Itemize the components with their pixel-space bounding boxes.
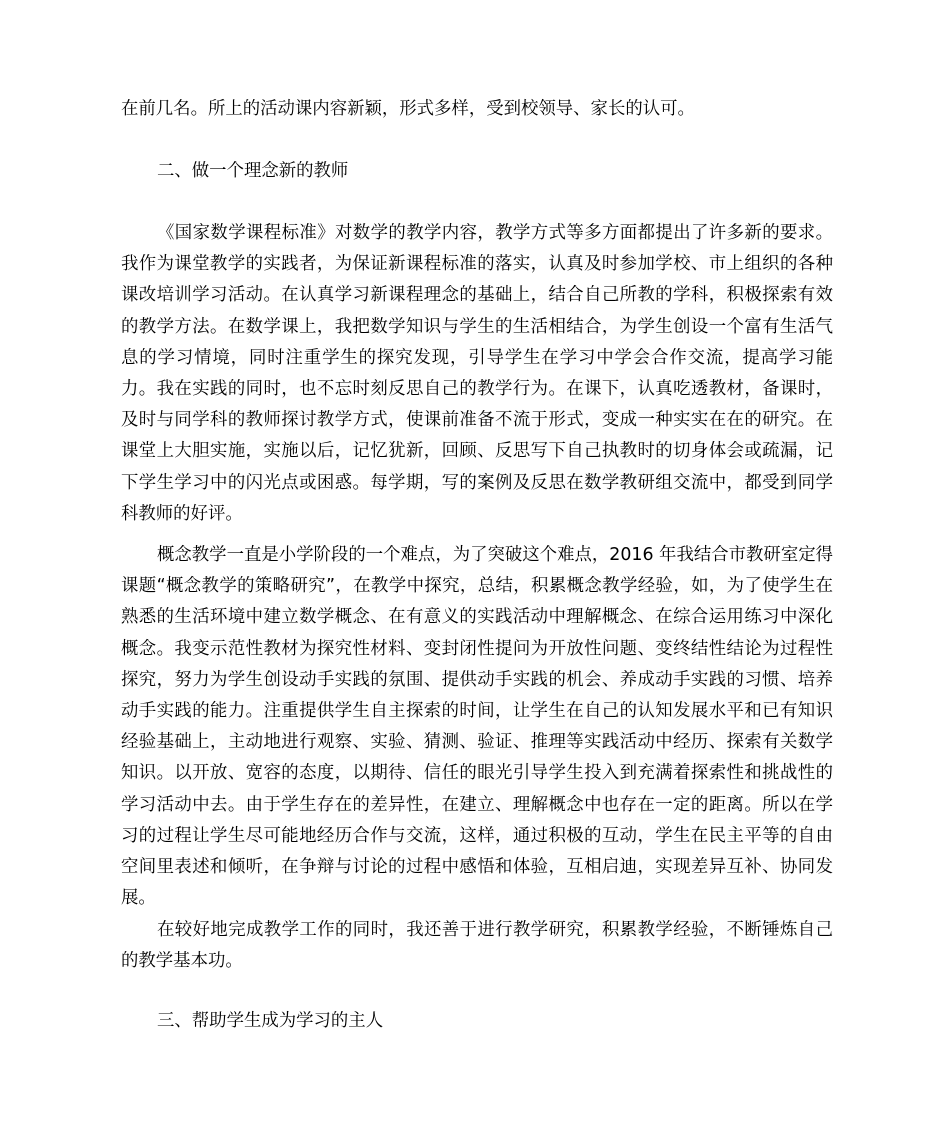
paragraph-concept-teaching: 概念教学一直是小学阶段的一个难点，为了突破这个难点，2016 年我结合市教研室定得课题“概念教学的策略研究”，在教学中探究，总结，积累概念教学经验，如，为了使学生在熟悉的生活环境中建立数学概念、在有意义的实践活动中理解概念、在综合运用练习中深化概念。我变示范性教材为探究性材料、变封闭性提问为开放性问题、变终结性结论为过程性探究，努力为学生创设动手实践的氛围、提供动手实践的机会、养成动手实践的习惯、培养动手实践的能力。注重提供学生自主探索的时间，让学生在自己的认知发展水平和已有知识经验基础上，主动地进行观察、实验、猜测、验证、推理等实践活动中经历、探索有关数学知识。以开放、宽容的态度，以期待、信任的眼光引导学生投入到充满着探索性和挑战性的学习活动中去。由于学生存在的差异性，在建立、理解概念中也存在一定的距离。所以在学习的过程让学生尽可能地经历合作与交流，这样，通过积极的互动，学生在民主平等的自由空间里表述和倾听，在争辩与讨论的过程中感悟和体验，互相启迪，实现差异互补、协同发展。: [121, 545, 833, 909]
paragraph-curriculum-standard: 《国家数学课程标准》对数学的教学内容，教学方式等多方面都提出了许多新的要求。我作为课堂教学的实践者，为保证新课程标准的落实，认真及时参加学校、市上组织的各种课改培训学习活动。在认真学习新课程理念的基础上，结合自己所教的学科，积极探索有效的教学方法。在数学课上，我把数学知识与学生的生活相结合，为学生创设一个富有生活气息的学习情境，同时注重学生的探究发现，引导学生在学习中学会合作交流，提高学习能力。我在实践的同时，也不忘时刻反思自己的教学行为。在课下，认真吃透教材，备课时，及时与同学科的教师探讨教学方式，使课前准备不流于形式，变成一种实实在在的研究。在课堂上大胆实施，实施以后，记忆犹新，回顾、反思写下自己执教时的切身体会或疏漏，记下学生学习中的闪光点或困惑。每学期，写的案例及反思在数学教研组交流中，都受到同学科教师的好评。: [121, 223, 833, 524]
section-heading-2: 二、做一个理念新的教师: [157, 161, 349, 181]
section-heading-3: 三、帮助学生成为学习的主人: [157, 1011, 384, 1031]
paragraph-continuation: 在前几名。所上的活动课内容新颖，形式多样，受到校领导、家长的认可。: [121, 99, 695, 119]
paragraph-teaching-research: 在较好地完成教学工作的同时，我还善于进行教学研究，积累教学经验，不断锤炼自己的教学基本功。: [121, 920, 833, 972]
